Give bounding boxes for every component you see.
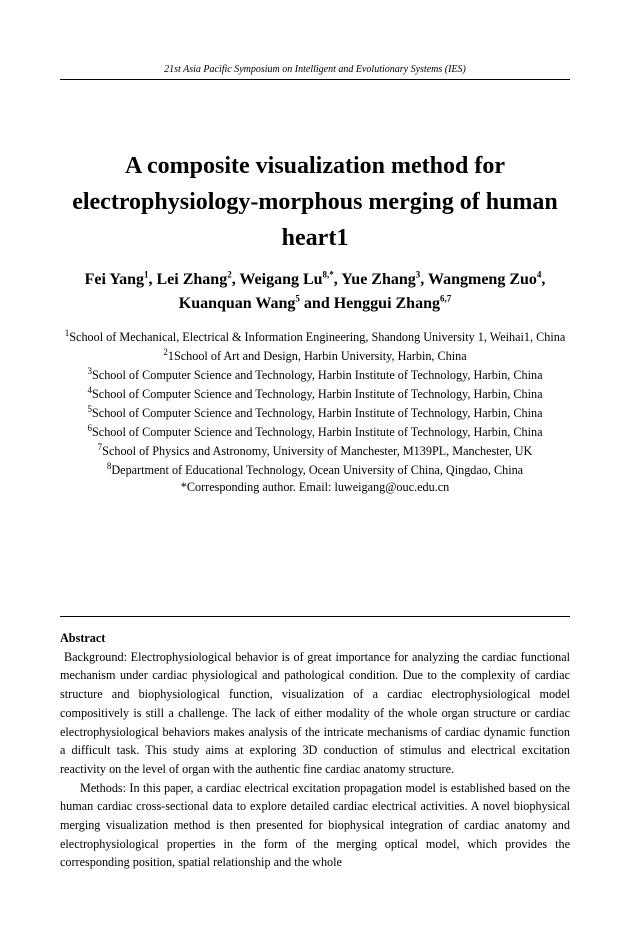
paper-title: A composite visualization method for electrophysiology-morphous merging of human heart1 (72, 153, 558, 251)
abstract-heading: Abstract (60, 631, 106, 645)
author-affiliation-mark: 4 (536, 269, 542, 280)
author: Kuanquan Wang (178, 295, 296, 312)
affiliation-mark: 5 (87, 403, 92, 414)
running-header: 21st Asia Pacific Symposium on Intelligent and Evolutionary Systems (IES) (164, 64, 466, 75)
affiliation (60, 347, 570, 366)
affiliation-mark: 1 (64, 327, 70, 338)
author-list (50, 268, 580, 316)
affiliation-text: School of Computer Science and Technology, Harbin Institute of Technology, Harbin, China (92, 368, 543, 382)
affiliation-mark: 8 (106, 460, 112, 471)
affiliation (60, 442, 570, 461)
abstract (60, 629, 570, 872)
author: Weigang Lu (239, 271, 323, 288)
author: Yue Zhang (341, 271, 416, 288)
affiliation-mark: 7 (97, 441, 103, 452)
affiliation-mark: 3 (87, 365, 92, 376)
affiliation-text: School of Computer Science and Technology, Harbin Institute of Technology, Harbin, China (92, 387, 543, 401)
affiliation-text: Department of Educational Technology, Ocean University of China, Qingdao, China (111, 463, 524, 477)
author-affiliation-mark: 8,* (322, 269, 334, 280)
affiliation-mark: 6 (87, 422, 92, 433)
affiliation-text: 1School of Art and Design, Harbin University, Harbin, China (167, 349, 467, 363)
author-affiliation-mark: 1 (144, 269, 149, 280)
author-affiliation-mark: 2 (227, 269, 232, 280)
affiliation-mark: 4 (87, 384, 92, 395)
author-separator: , (333, 271, 342, 288)
affiliation-text: School of Physics and Astronomy, University of Manchester, M139PL, Manchester, UK (102, 444, 533, 458)
affiliation (60, 404, 570, 423)
header-rule (60, 79, 570, 80)
affiliation (60, 328, 570, 347)
author: Henggui Zhang (333, 295, 440, 312)
abstract-methods-paragraph: Methods: In this paper, a cardiac electrical excitation propagation model is established based on the human cardiac cross-sectional data to explore detailed cardiac electrical activities. A novel biophysical merging visualization method is then presented for biophysical integration of cardiac anatomy and electrophysiological properties in the form of the merging optical model, which provides the corresponding position, spatial relationship and the whole (60, 780, 570, 870)
affiliation (60, 461, 570, 480)
author-affiliation-mark: 6,7 (439, 293, 452, 304)
corresponding-author: *Corresponding author. Email: luweigang@ouc.edu.cn (180, 480, 450, 494)
author-affiliation-mark: 5 (295, 293, 300, 304)
affiliation (60, 385, 570, 404)
author-affiliation-mark: 3 (415, 269, 421, 280)
affiliation-mark: 2 (163, 346, 168, 357)
affiliation-text: School of Computer Science and Technology, Harbin Institute of Technology, Harbin, China (92, 425, 543, 439)
affiliation-list (60, 328, 570, 494)
affiliation (60, 423, 570, 442)
affiliation-text: School of Computer Science and Technology, Harbin Institute of Technology, Harbin, China (92, 406, 543, 420)
affiliation (60, 366, 570, 385)
affiliation-text: School of Mechanical, Electrical & Information Engineering, Shandong University 1, Weihai1, China (69, 330, 566, 344)
author: Lei Zhang (156, 271, 228, 288)
author-separator: , (420, 271, 428, 288)
author-separator: , (541, 271, 546, 288)
author: Wangmeng Zuo (427, 271, 537, 288)
author-separator: , (148, 271, 157, 288)
author-separator: , (231, 271, 240, 288)
section-rule (60, 616, 570, 617)
author: Fei Yang (84, 271, 144, 288)
author-separator: and (299, 295, 334, 312)
abstract-background-paragraph: Background: Electrophysiological behavior is of great importance for analyzing the cardiac functional mechanism under cardiac physiological and pathological condition. Due to the complexity of cardiac structure and biophysiological function, visualization of a cardiac electrophysiological model compositively is still a challenge. The lack of either modality of the whole organ structure or cardiac electrophysiological behaviors makes analysis of the intricate mechanisms of cardiac dynamic function a difficult task. This study aims at exploring 3D conduction of stimulus and electrical excitation reactivity on the level of organ with the authentic fine cardiac anatomy structure. (60, 649, 570, 776)
